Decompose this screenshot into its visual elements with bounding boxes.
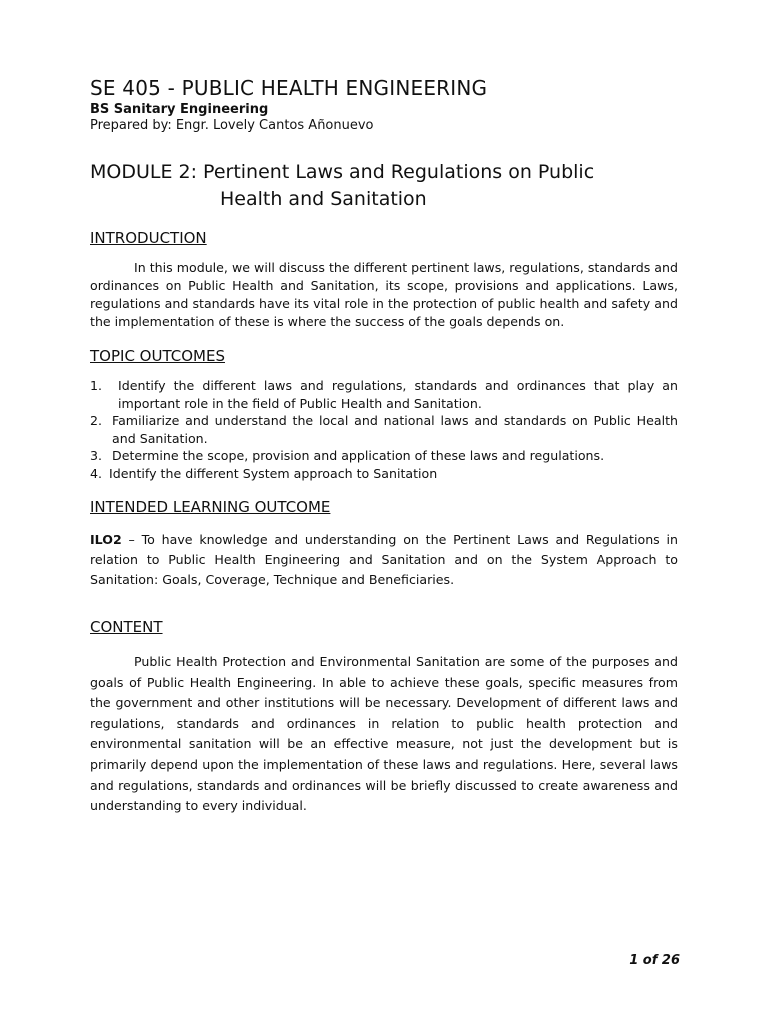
program-name: BS Sanitary Engineering xyxy=(90,102,269,117)
ilo-heading: INTENDED LEARNING OUTCOME xyxy=(90,498,331,516)
ilo-text: – To have knowledge and understanding on the Pertinent Laws and Regulations in relation to Public Health Engineering and Sanitation and on the System Approach to Sanitation: Goals, Coverage, Technique and Beneficiaries. xyxy=(90,532,678,587)
list-item-number: 3. xyxy=(90,448,103,463)
list-item-number: 2. xyxy=(90,413,103,428)
module-title xyxy=(90,159,678,213)
content-text: Public Health Protection and Environmental Sanitation are some of the purposes and goals of Public Health Engineering. In able to achieve these goals, specific measures from the government and other institutions will be necessary. Development of different laws and regulations, standards and ordinances in relation to public health protection and environmental sanitation will be an effective measure, not just the development but is primarily depend upon the implementation of these laws and regulations. Here, several laws and regulations, standards and ordinances will be briefly discussed to create awareness and understanding to every individual. xyxy=(90,654,678,814)
ilo-paragraph xyxy=(90,530,678,590)
topic-outcomes-list xyxy=(90,377,678,482)
module-title-line2: Health and Sanitation xyxy=(220,188,427,210)
introduction-heading: INTRODUCTION xyxy=(90,229,207,247)
list-item-text: Familiarize and understand the local and national laws and standards on Public Health and Sanitation. xyxy=(112,413,678,446)
list-item xyxy=(90,377,678,412)
list-item xyxy=(90,447,678,465)
introduction-text: In this module, we will discuss the different pertinent laws, regulations, standards and ordinances on Public Health and Sanitation, its scope, provisions and applications. Laws, regulations and standards have its vital role in the protection of public health and safety and the implementation of these is where the success of the goals depends on. xyxy=(90,260,678,329)
content-heading: CONTENT xyxy=(90,618,163,636)
ilo-code: ILO2 xyxy=(90,532,122,547)
topic-outcomes-heading: TOPIC OUTCOMES xyxy=(90,347,225,365)
page-number: 1 of 26 xyxy=(629,953,680,968)
list-item xyxy=(90,412,678,447)
course-title: SE 405 - PUBLIC HEALTH ENGINEERING xyxy=(90,76,488,100)
list-item-text: Identify the different System approach to Sanitation xyxy=(109,465,438,481)
document-page xyxy=(90,76,678,817)
prepared-by: Prepared by: Engr. Lovely Cantos Añonuevo xyxy=(90,118,374,133)
list-item xyxy=(90,465,678,483)
module-title-line1: MODULE 2: Pertinent Laws and Regulations on Public xyxy=(90,161,595,183)
list-item-text: Identify the different laws and regulations, standards and ordinances that play an important role in the field of Public Health and Sanitation. xyxy=(118,378,678,411)
list-item-number: 1. xyxy=(90,378,103,393)
list-item-number: 4. xyxy=(90,465,103,481)
list-item-text: Determine the scope, provision and application of these laws and regulations. xyxy=(112,448,605,463)
